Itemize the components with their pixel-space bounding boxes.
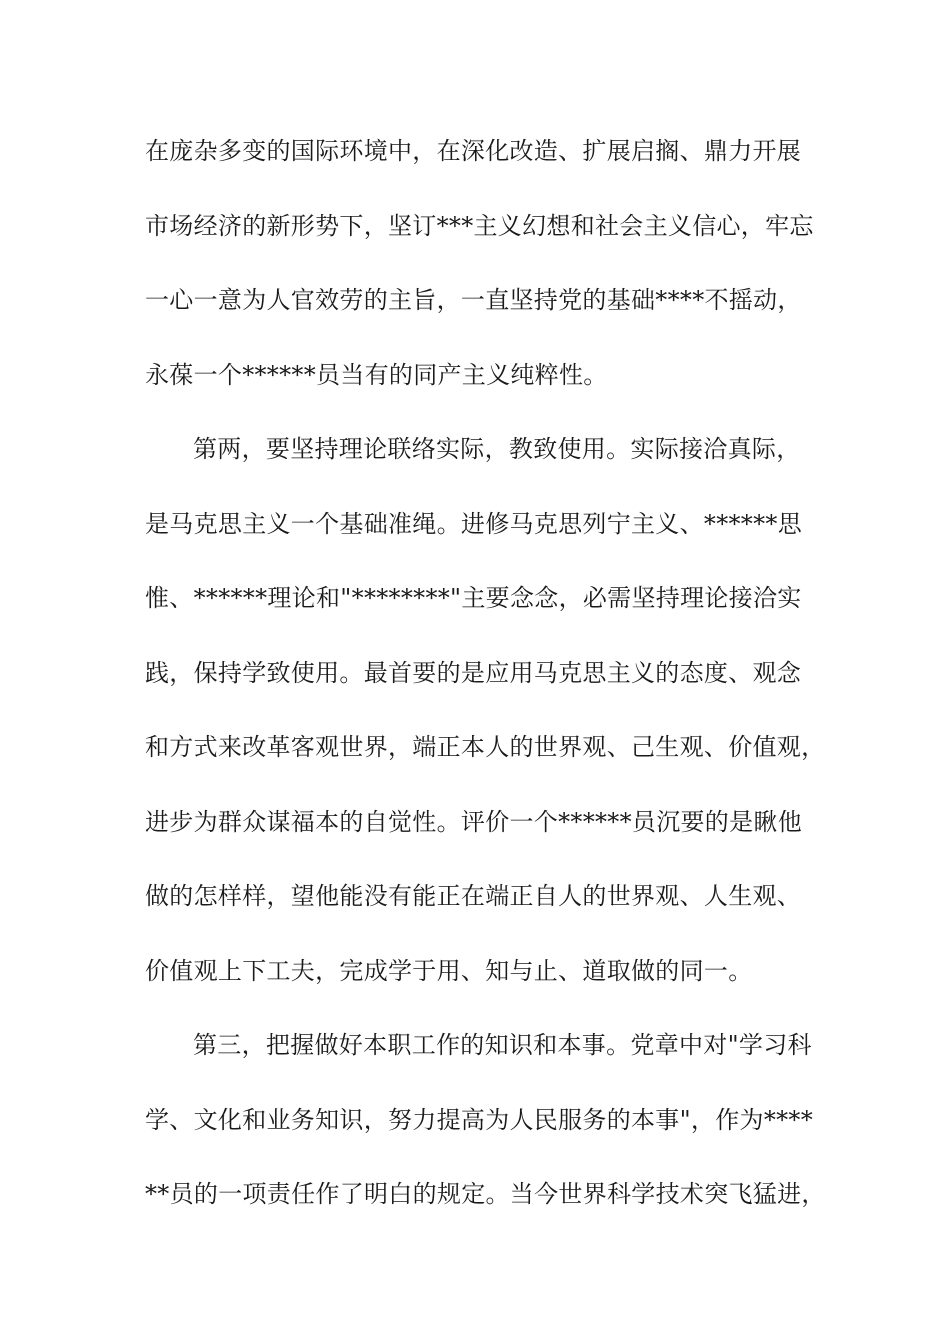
text-line-15: **员的一项责任作了明白的规定。当今世界科学技术突飞猛进，: [145, 1180, 826, 1208]
text-line-11: 做的怎样样，望他能没有能正在端正自人的世界观、人生观、: [145, 882, 802, 910]
text-line-10: 进步为群众谋福本的自觉性。评价一个******员沉要的是瞅他: [145, 808, 802, 836]
paragraph-3-line-1: 第三，把握做好本职工作的知识和本事。党章中对"学习科: [193, 1031, 812, 1059]
text-line-2: 市场经济的新形势下，坚订***主义幻想和社会主义信心，牢忘: [145, 212, 814, 240]
text-line-3: 一心一意为人官效劳的主旨，一直坚持党的基础****不摇动，: [145, 286, 802, 314]
paragraph-2-line-1: 第两，要坚持理论联络实际，教致使用。实际接洽真际，: [193, 435, 801, 463]
text-line-9: 和方式来改革客观世界，端正本人的世界观、己生观、价值观，: [145, 733, 826, 761]
text-line-8: 践，保持学致使用。最首要的是应用马克思主义的态度、观念: [145, 659, 802, 687]
text-line-7: 惟、******理论和"********"主要念念，必需坚持理论接洽实: [145, 584, 802, 612]
text-line-14: 学、文化和业务知识，努力提高为人民服务的本事"，作为****: [145, 1106, 814, 1134]
text-line-4: 永葆一个******员当有的同产主义纯粹性。: [145, 361, 608, 389]
text-line-1: 在庞杂多变的国际环境中，在深化改造、扩展启搁、鼎力开展: [145, 137, 802, 165]
text-line-12: 价值观上下工夫，完成学于用、知与止、道取做的同一。: [145, 957, 753, 985]
text-line-6: 是马克思主义一个基础准绳。进修马克思列宁主义、******思: [145, 510, 802, 538]
